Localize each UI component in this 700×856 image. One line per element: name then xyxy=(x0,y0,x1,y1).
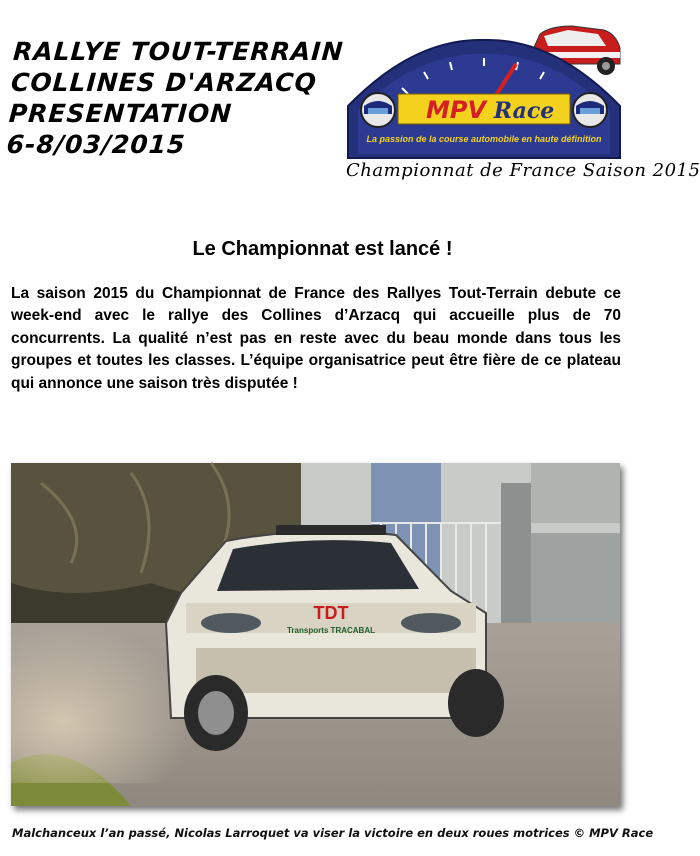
helmet-left-icon xyxy=(361,93,395,127)
car-sponsor: Transports TRACABAL xyxy=(286,626,376,635)
event-title xyxy=(6,36,395,160)
helmet-right-icon xyxy=(573,93,607,127)
rally-car-image xyxy=(11,463,620,806)
article-body: La saison 2015 du Championnat de France des Rallyes Tout-Terrain debute ce week-end avec le rallye des Collines d’Arzacq qui accueille plus de 70 concurrents. La qualité n’est pas en reste avec du beau monde dans tous les groupes et toutes les classes. L’équipe organisatrice peut être fière de ce plateau qui annonce une saison très disputée ! xyxy=(11,285,621,392)
rally-photo xyxy=(11,463,620,806)
title-line-1: RALLYE TOUT-TERRAIN xyxy=(12,37,345,66)
article-headline: Le Championnat est lancé ! xyxy=(192,238,453,260)
title-line-2: COLLINES D'ARZACQ xyxy=(10,68,318,97)
title-line-4: 6-8/03/2015 xyxy=(5,130,187,159)
season-label: Championnat de France Saison 2015 xyxy=(346,160,700,181)
logo-tagline: La passion de la course automobile en haute définition xyxy=(366,134,602,144)
photo-caption: Malchanceux l’an passé, Nicolas Larroquet va viser la victoire en deux roues motrices © MPV Race xyxy=(12,826,654,840)
svg-text:Race: Race xyxy=(493,98,555,124)
title-line-3: PRESENTATION xyxy=(7,99,234,128)
car-banner: TDT xyxy=(313,603,349,623)
svg-text:MPV: MPV xyxy=(425,96,487,124)
